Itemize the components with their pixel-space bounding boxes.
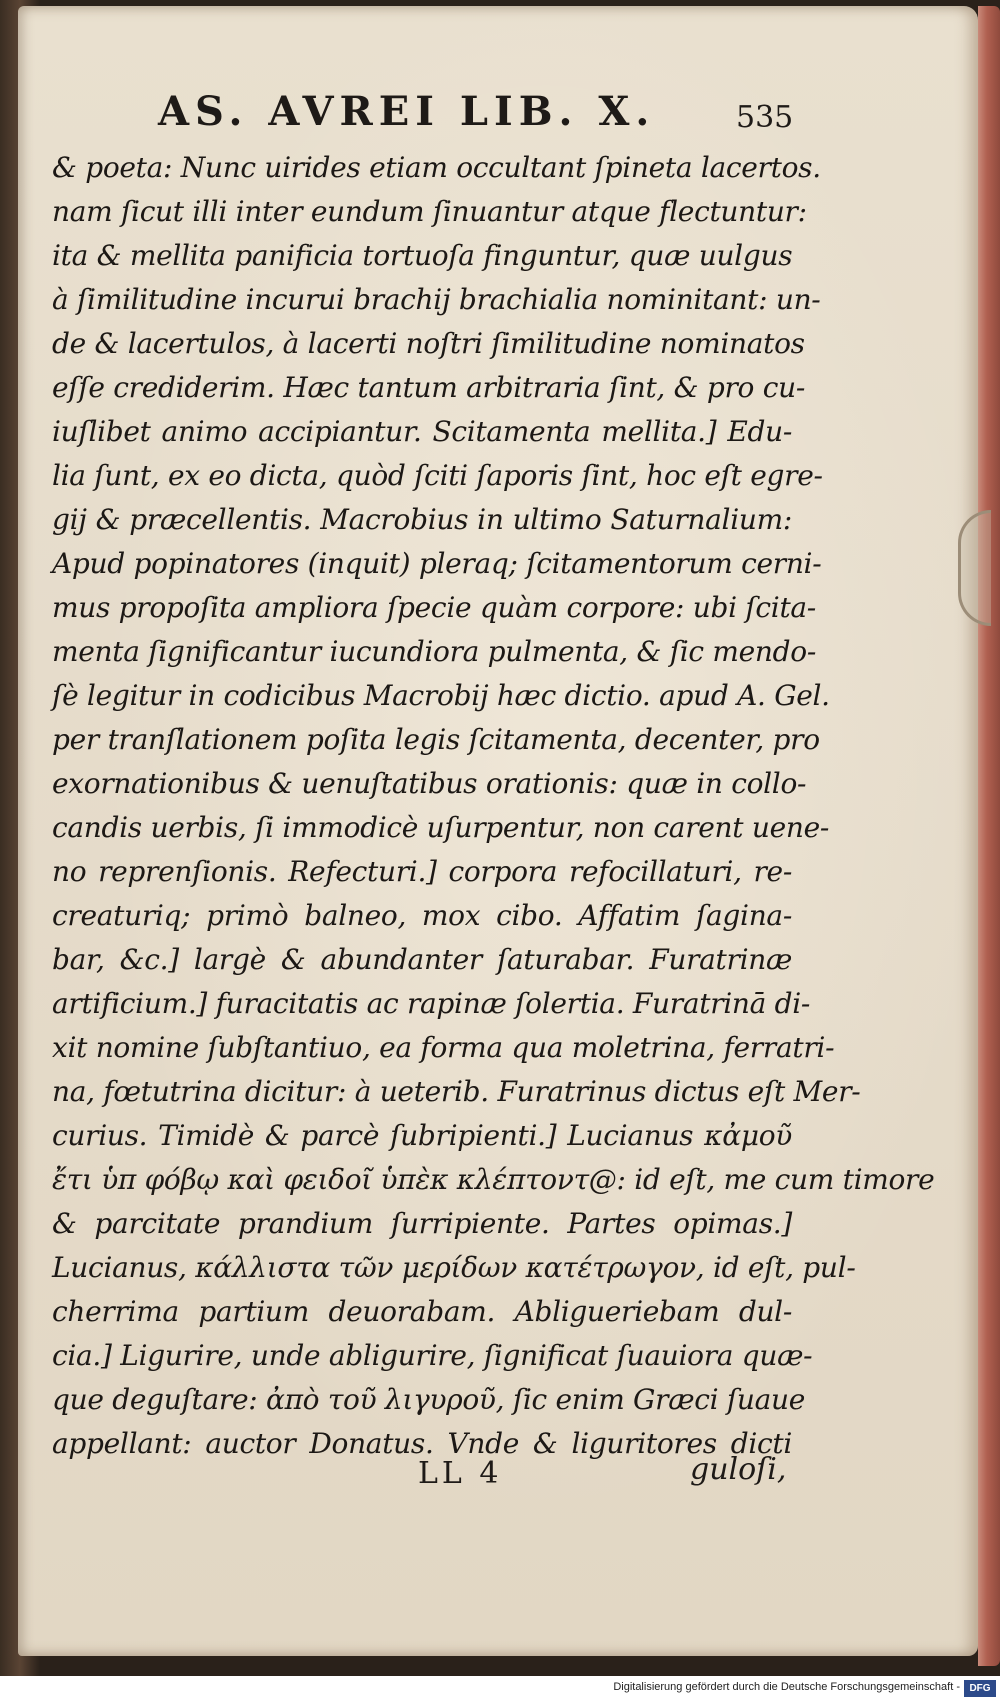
text-line: no reprenſionis. Refecturi.] corpora refocillaturi, re- xyxy=(52,855,792,888)
text-line: candis uerbis, ſi immodicè uſurpentur, non carent uene- xyxy=(52,811,830,844)
footer-bar xyxy=(0,1676,1000,1702)
text-line: gij & præcellentis. Macrobius in ultimo Saturnalium: xyxy=(52,503,792,536)
text-line: exornationibus & uenuſtatibus orationis: quæ in collo- xyxy=(52,767,807,800)
text-line: menta ſignificantur iucundiora pulmenta, & ſic mendo- xyxy=(52,635,817,668)
text-line: xit nomine ſubſtantiuo, ea forma qua moletrina, ferratri- xyxy=(52,1031,835,1064)
signature-mark: LL 4 xyxy=(418,1456,503,1491)
text-line: Apud popinatores (inquit) pleraq; ſcitamentorum cerni- xyxy=(52,547,822,580)
text-line: que deguſtare: ἀπὸ τοῦ λιγυροῦ, ſic enim Græci ſuaue xyxy=(52,1383,806,1416)
clasp-tab xyxy=(958,510,991,626)
text-line: & parcitate prandium ſurripiente. Partes opimas.] xyxy=(52,1207,792,1240)
text-body xyxy=(52,146,935,1466)
text-line: appellant: auctor Donatus. Vnde & liguritores dicti xyxy=(52,1427,792,1460)
text-line: cia.] Ligurire, unde abligurire, ſignificat ſuauiora quæ- xyxy=(52,1339,813,1372)
page-edge xyxy=(978,6,1000,1666)
text-line: creaturiq; primò balneo, mox cibo. Affatim ſagina- xyxy=(52,899,792,932)
dfg-logo-icon: DFG xyxy=(964,1680,996,1697)
text-line: eſſe crediderim. Hæc tantum arbitraria ſint, & pro cu- xyxy=(52,371,805,404)
text-line: lia ſunt, ex eo dicta, quòd ſciti ſaporis ſint, hoc eſt egre- xyxy=(52,459,823,492)
text-line: mus propoſita ampliora ſpecie quàm corpore: ubi ſcita- xyxy=(52,591,816,624)
text-line: curius. Timidè & parcè ſubripienti.] Lucianus κἀμοῦ xyxy=(52,1119,792,1152)
catchword: guloſi, xyxy=(690,1452,787,1487)
text-line: artificium.] furacitatis ac rapinæ ſolertia. Furatrinā di- xyxy=(52,987,811,1020)
text-line: cherrima partium deuorabam. Abligueriebam dul- xyxy=(52,1295,792,1328)
text-line: bar, &c.] largè & abundanter ſaturabar. Furatrinæ xyxy=(52,943,792,976)
text-line: na, fœtutrina dicitur: à ueterib. Furatrinus dictus eſt Mer- xyxy=(52,1075,861,1108)
text-line: de & lacertulos, à lacerti noſtri ſimilitudine nominatos xyxy=(52,327,805,360)
text-line: nam ſicut illi inter eundum ſinuantur atque flectuntur: xyxy=(52,195,807,228)
text-line: ita & mellita panificia tortuoſa finguntur, quæ uulgus xyxy=(52,239,793,272)
page-number: 535 xyxy=(736,100,794,135)
footer-credit: Digitalisierung gefördert durch die Deutsche Forschungsgemeinschaft - xyxy=(613,1681,960,1693)
text-line: & poeta: Nunc uirides etiam occultant ſpineta lacertos. xyxy=(52,151,821,184)
text-line: à ſimilitudine incurui brachij brachialia nominitant: un- xyxy=(52,283,821,316)
text-line: per tranſlationem poſita legis ſcitamenta, decenter, pro xyxy=(52,723,820,756)
text-line: iuſlibet animo accipiantur. Scitamenta mellita.] Edu- xyxy=(52,415,792,448)
running-head: AS. AVREI LIB. X. xyxy=(158,88,656,135)
text-line: ἔτι ὑπ φόβῳ καὶ φειδοῖ ὑπὲκ κλέπτοντ@: id eſt, me cum timore xyxy=(52,1163,935,1196)
text-line: Lucianus, κάλλιστα τῶν μερίδων κατέτρωγον, id eſt, pul- xyxy=(52,1251,856,1284)
book-page xyxy=(18,6,978,1656)
text-line: ſè legitur in codicibus Macrobij hæc dictio. apud A. Gel. xyxy=(52,679,830,712)
